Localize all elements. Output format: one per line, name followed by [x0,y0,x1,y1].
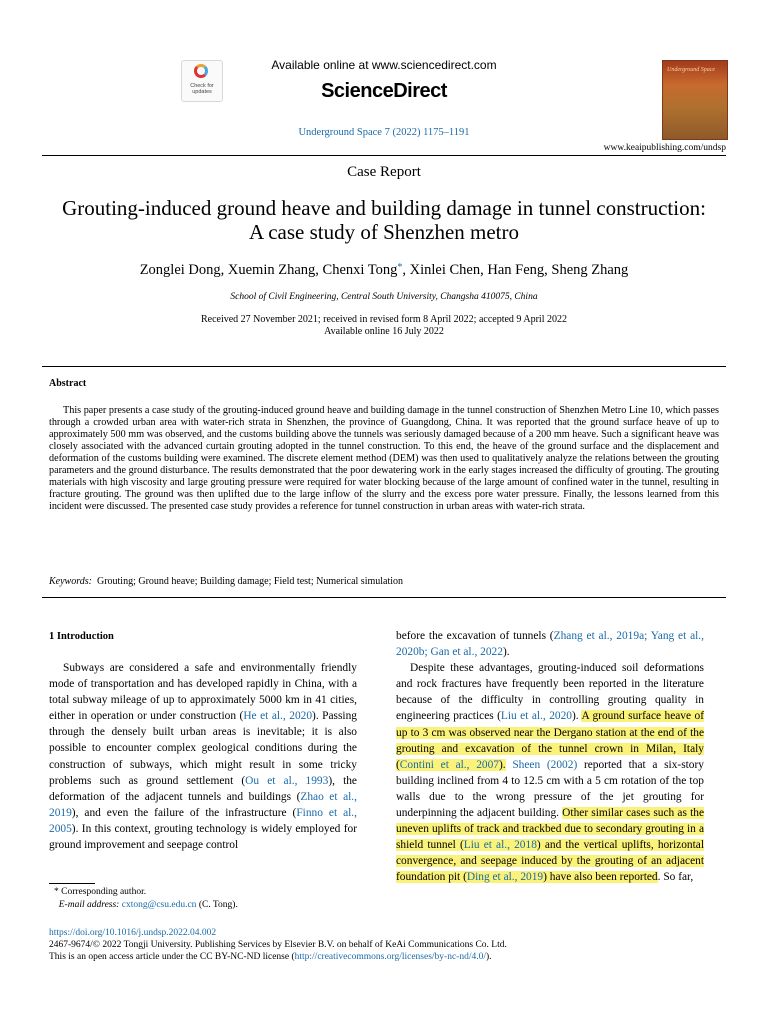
publisher-url[interactable]: www.keaipublishing.com/undsp [603,143,726,153]
section-heading-introduction: 1 Introduction [49,631,114,642]
authors-part-2: , Xinlei Chen, Han Feng, Sheng Zhang [402,262,629,278]
text-run: before the excavation of tunnels ( [396,630,554,642]
cover-title: Underground Space [667,67,716,73]
email-note [54,899,238,912]
corresponding-author-mark[interactable]: * [397,262,403,273]
intro-paragraph-1 [49,660,357,853]
intro-paragraph-2 [396,660,704,885]
doi-link[interactable]: https://doi.org/10.1016/j.undsp.2022.04.002 [49,928,217,938]
authors-part-1: Zonglei Dong, Xuemin Zhang, Chenxi Tong [139,262,398,278]
email-link[interactable]: cxtong@csu.edu.cn [121,900,197,910]
text-run: Despite these advantages, grouting-induced soil deformations and rock fractures have frequently been reported in the literature because of the difficulty in controlling grouting quality in engineering practices ( [396,662,704,723]
text-run: ). In this context, grouting technology is widely employed for ground improvement and seepage control [49,822,357,852]
text-run: ). Passing through the densely built urban areas is inevitable; it is also possible to encounter complex geological conditions during the construction of subways, which might result in some tricky problems such as ground settlement ( [49,710,357,787]
keywords [49,576,403,587]
citation-link[interactable]: Contini et al., 2007 [399,758,499,771]
received-dates: Received 27 November 2021; received in revised form 8 April 2022; accepted 9 April 2022 [200,314,567,325]
abstract-top-divider [42,366,726,367]
license-notice [49,952,492,962]
text-run: ). [502,646,510,659]
intro-paragraph-1-continued [396,628,704,660]
abstract-bottom-divider [42,597,726,598]
badge-text: Check for updates [190,83,214,95]
footnote-text: Corresponding author. [61,887,147,897]
abstract-text: This paper presents a case study of the grouting-induced ground heave and building damage in the tunnel construction of Shenzhen Metro Line 10, which passes through a crowded urban area with water-rich strata in Shenzhen, the province of Guangdong, China. It was reported that the ground surface heave of up to approximately 500 mm was observed, and the customs building above the tunnels was seriously damaged because of a 200 mm heave. Such a significant heave was closely associated with the advanced curtain grouting adopted in the tunnel construction. To this end, the heave of the ground surface and the displacement and deformation of the customs building were examined. The discrete element method (DEM) was then used to qualitatively analyze the relations between the grouting parameters and the ground disturbance. The results demonstrated that the poor dewatering work in the early stages increased the difficulty of grouting. The grouting materials with high viscosity and large grouting pressure were required for water blocking because of the large amount of confined water in the tunnel, resulting in fracture grouting. The ground was then uplifted due to the large inflow of the slurry and the excess pore water pressure. Finally, the lessons learned from this incident were discussed. The presented case study provides a reference for tunnel construction in urban areas with water-rich strata. [49,405,719,513]
journal-cover-image [662,60,728,140]
citation-link[interactable]: Zhao et al., 2019 [49,790,357,819]
affiliation: School of Civil Engineering, Central South University, Changsha 410075, China [230,292,538,302]
footnote-divider [49,883,95,884]
header-divider [42,155,726,156]
footnote-mark: * [54,887,59,897]
footnote [54,886,238,912]
license-text: This is an open access article under the CC BY-NC-ND license ( [49,952,295,962]
text-run: ), the deformation of the adjacent tunnels and buildings ( [49,774,357,803]
license-text: ). [486,952,492,962]
citation-link[interactable]: Finno et al., 2005 [49,806,357,835]
citation-link[interactable]: He et al., 2020 [243,710,313,723]
corresponding-author-note [54,886,238,899]
citation-link[interactable]: Liu et al., 2018 [463,839,537,852]
citation-link[interactable]: Ding et al., 2019 [466,871,544,884]
email-label: E-mail address: [58,900,120,910]
citation-link[interactable]: Sheen (2002) [512,758,578,771]
citation-link[interactable]: Liu et al., 2020 [500,710,572,723]
copyright-notice: 2467-9674/© 2022 Tongji University. Publishing Services by Elsevier B.V. on behalf of KeAi Communications Co. Ltd. [49,940,507,950]
text-run: ). [571,710,582,723]
author-list [0,262,768,279]
journal-reference-link[interactable]: Underground Space 7 (2022) 1175–1191 [298,127,470,138]
article-title: Grouting-induced ground heave and building damage in tunnel construction: A case study of Shenzhen metro [62,196,706,244]
text-run: ) have also been reported [543,871,658,884]
text-run: A ground surface heave of up to 3 cm was observed near the Dergano station at the end of the grouting and excavation of the tunnel crown in Milan, Italy ( [396,710,704,771]
abstract-heading: Abstract [49,378,87,389]
text-run: ). [498,758,506,771]
license-link[interactable]: http://creativecommons.org/licenses/by-nc-nd/4.0/ [294,952,486,962]
text-run: ) and the vertical uplifts, horizontal convergence, and seepage induced by the grouting of an adjacent foundation pit ( [396,839,705,884]
citation-link[interactable]: Ou et al., 1993 [245,774,329,787]
keywords-label: Keywords: [49,576,92,587]
intro-left-column [49,660,357,853]
online-date: Available online 16 July 2022 [324,326,444,337]
text-run: Other similar cases such as the uneven uplifts of track and trackbed due to secondary grouting in a shield tunnel ( [396,807,704,852]
sciencedirect-logo: ScienceDirect [321,80,447,102]
text-run: reported that a six-story building inclined from 4 to 12.5 cm with a 5 cm rotation of the top walls due to the wrong pressure of the jet grouting for underpinning the adjacent building. [396,758,704,820]
text-run: ), and even the failure of the infrastructure ( [71,806,297,819]
available-online-text: Available online at www.sciencedirect.com [271,58,497,72]
article-dates [0,314,768,338]
email-suffix: (C. Tong). [198,900,238,910]
text-run: Subways are considered a safe and environmentally friendly mode of transportation and has developed rapidly in China, with a total subway mileage of up to approximately 5000 km in 41 cities, either in operation or under construction ( [49,662,357,723]
intro-right-column [396,628,704,886]
text-run: . So far, [657,871,694,884]
keywords-list: Grouting; Ground heave; Building damage; Field test; Numerical simulation [96,576,404,587]
citation-link[interactable]: Zhang et al., 2019a; Yang et al., 2020b; Gan et al., 2022 [396,630,704,659]
article-type: Case Report [347,164,421,180]
